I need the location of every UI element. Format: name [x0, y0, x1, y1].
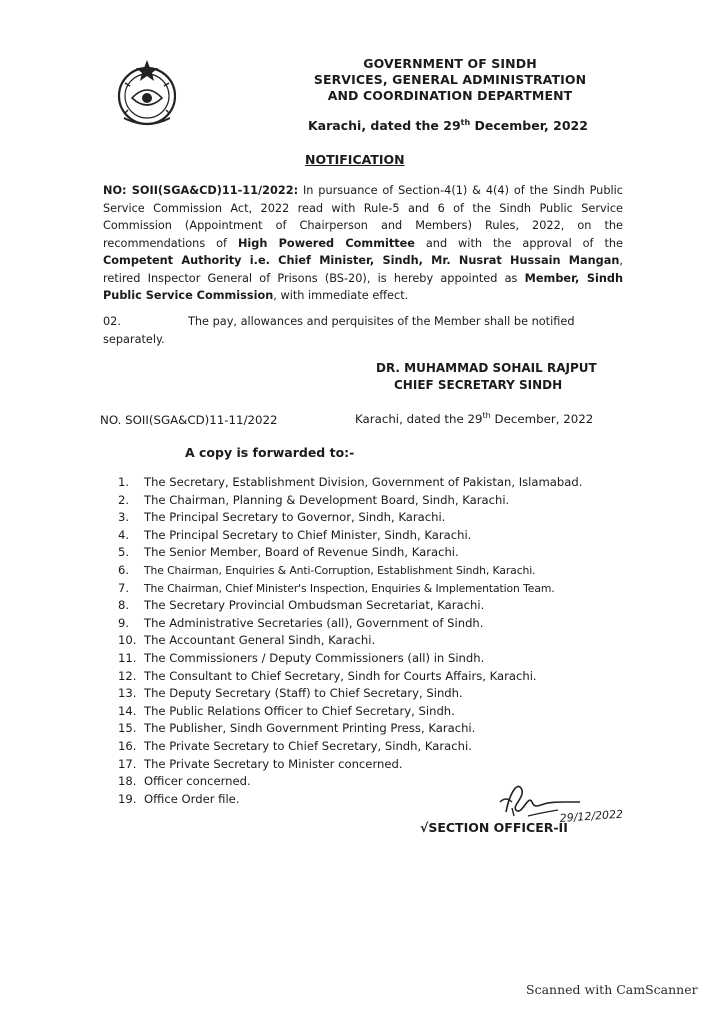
- list-item-text: The Chairman, Chief Minister's Inspection, Enquiries & Implementation Team.: [144, 581, 555, 595]
- list-item: [118, 668, 638, 686]
- list-item-text: The Principal Secretary to Chief Minister, Sindh, Karachi.: [144, 527, 472, 542]
- list-item-number: 17.: [118, 756, 137, 771]
- signatory-designation: CHIEF SECRETARY SINDH: [394, 378, 563, 392]
- list-item-text: The Senior Member, Board of Revenue Sindh, Karachi.: [144, 545, 459, 560]
- list-item: [118, 632, 638, 650]
- header-line-1: GOVERNMENT OF SINDH: [363, 56, 537, 71]
- list-item-text: Officer concerned.: [144, 774, 251, 789]
- signatory-block: [376, 360, 597, 394]
- list-item-text: The Secretary Provincial Ombudsman Secretariat, Karachi.: [144, 598, 485, 613]
- body-text-1: In pursuance of Section-4(1) & 4(4) of the Sindh Public Service Commission Act, 2022 read with Rule-5 and 6 of the Sindh Public Service Commission (Appointment of Chairperson and Members) Rules, 2022, on the recommendations of: [103, 184, 624, 250]
- list-item-text: The Private Secretary to Minister concerned.: [144, 756, 403, 771]
- list-item: [118, 597, 638, 615]
- list-item: [118, 562, 638, 580]
- list-item: [118, 509, 638, 527]
- list-item-number: 2.: [118, 492, 130, 507]
- scanner-watermark: Scanned with CamScanner: [526, 982, 698, 997]
- list-item-text: The Commissioners / Deputy Commissioners (all) in Sindh.: [144, 650, 485, 665]
- header-line-3: AND COORDINATION DEPARTMENT: [327, 88, 573, 103]
- fwd-date-prefix: Karachi, dated the 29: [355, 411, 483, 426]
- list-item-number: 1.: [118, 475, 130, 489]
- list-item-text: The Private Secretary to Chief Secretary, Sindh, Karachi.: [144, 738, 472, 753]
- fwd-date-sup: th: [482, 411, 491, 420]
- list-item: [118, 474, 638, 492]
- notification-title: NOTIFICATION: [305, 152, 405, 167]
- body-bold-3: Member, Sindh Public Service Commission: [103, 271, 623, 302]
- list-item-number: 19.: [118, 791, 137, 806]
- list-item-text: The Publisher, Sindh Government Printing Press, Karachi.: [144, 721, 476, 736]
- body-text-4: , with immediate effect.: [273, 289, 409, 302]
- list-item: [118, 650, 638, 668]
- list-item: [118, 544, 638, 562]
- list-item: [118, 738, 638, 756]
- list-item-text: The Public Relations Officer to Chief Secretary, Sindh.: [144, 703, 455, 718]
- notification-date: [308, 118, 588, 133]
- forwarding-date: [355, 411, 593, 426]
- list-item: [118, 703, 638, 721]
- date-suffix-sup: th: [460, 118, 471, 127]
- department-header: [300, 56, 600, 104]
- body-bold-1: High Powered Committee: [237, 236, 415, 250]
- list-item-text: The Administrative Secretaries (all), Government of Sindh.: [144, 615, 484, 630]
- section-officer-label: √SECTION OFFICER-II: [420, 820, 568, 835]
- list-item: [118, 756, 638, 774]
- list-item-number: 4.: [118, 527, 130, 542]
- list-item-text: The Secretary, Establishment Division, Government of Pakistan, Islamabad.: [144, 475, 583, 489]
- list-item-text: The Deputy Secretary (Staff) to Chief Secretary, Sindh.: [144, 686, 463, 701]
- list-item-text: The Chairman, Planning & Development Board, Sindh, Karachi.: [144, 492, 510, 507]
- list-item-text: Office Order file.: [144, 791, 240, 806]
- body-bold-2: Competent Authority i.e. Chief Minister, Sindh, Mr. Nusrat Hussain Mangan: [103, 254, 620, 267]
- list-item: [118, 527, 638, 545]
- date-prefix: Karachi, dated the 29: [308, 118, 461, 134]
- copy-forwarded-title: A copy is forwarded to:-: [185, 445, 355, 460]
- body-text-2: and with the approval of the: [414, 236, 623, 250]
- list-item-number: 9.: [118, 615, 130, 630]
- list-item-number: 16.: [118, 738, 137, 753]
- list-item-number: 8.: [118, 598, 130, 613]
- signatory-name: DR. MUHAMMAD SOHAIL RAJPUT: [376, 361, 597, 375]
- list-item-text: The Accountant General Sindh, Karachi.: [144, 633, 376, 648]
- notification-number: NO: SOII(SGA&CD)11-11/2022:: [103, 184, 299, 197]
- list-item: [118, 720, 638, 738]
- distribution-list: [118, 474, 638, 808]
- list-item-number: 3.: [118, 510, 130, 525]
- list-item-number: 12.: [118, 668, 137, 683]
- list-item-number: 11.: [118, 650, 137, 665]
- list-item: [118, 492, 638, 510]
- paragraph-02-text: The pay, allowances and perquisites of the Member shall be notified separately.: [103, 315, 575, 346]
- list-item-number: 13.: [118, 686, 137, 701]
- forwarding-number: NO. SOII(SGA&CD)11-11/2022: [100, 413, 278, 427]
- list-item-number: 6.: [118, 562, 130, 577]
- list-item-text: The Consultant to Chief Secretary, Sindh for Courts Affairs, Karachi.: [144, 668, 537, 683]
- body-text-3: , retired Inspector General of Prisons (BS-20), is hereby appointed as: [103, 254, 623, 285]
- list-item-number: 7.: [118, 580, 130, 595]
- list-item-number: 10.: [118, 633, 137, 648]
- sindh-emblem-icon: [110, 56, 184, 130]
- paragraph-02: [103, 313, 623, 348]
- list-item-number: 5.: [118, 545, 130, 560]
- list-item-number: 18.: [118, 774, 137, 789]
- header-line-2: SERVICES, GENERAL ADMINISTRATION: [313, 72, 587, 87]
- date-month-year: December, 2022: [470, 118, 588, 134]
- list-item-text: The Chairman, Enquiries & Anti-Corruption, Establishment Sindh, Karachi.: [144, 563, 536, 577]
- list-item: [118, 580, 638, 598]
- notification-body: [103, 182, 623, 305]
- fwd-date-month-year: December, 2022: [490, 411, 594, 426]
- list-item-number: 14.: [118, 703, 137, 718]
- paragraph-number: 02.: [103, 315, 121, 328]
- list-item-number: 15.: [118, 721, 137, 736]
- list-item-text: The Principal Secretary to Governor, Sindh, Karachi.: [144, 510, 446, 525]
- list-item: [118, 615, 638, 633]
- list-item: [118, 685, 638, 703]
- svg-text:29/12/2022: 29/12/2022: [559, 807, 624, 825]
